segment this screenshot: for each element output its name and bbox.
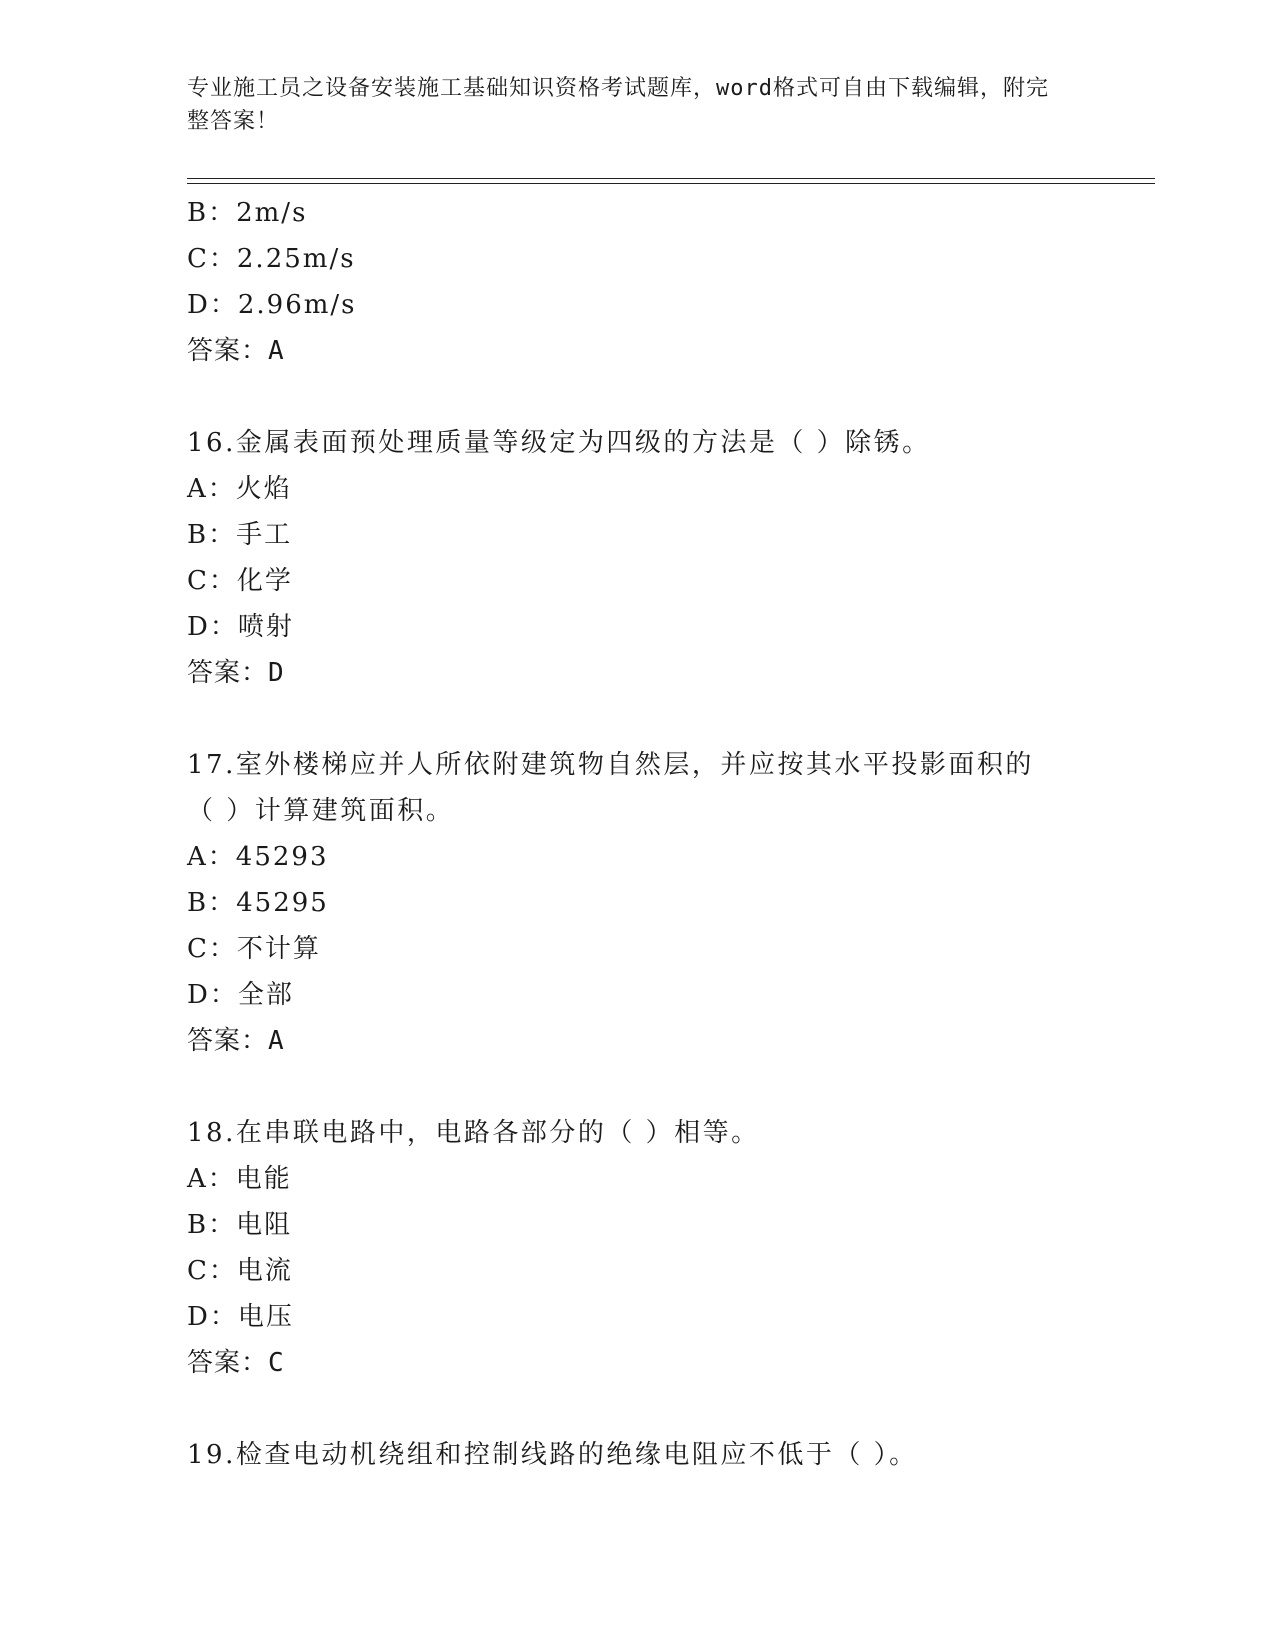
question-17 [187, 742, 1087, 1064]
option-d: D：电压 [187, 1302, 294, 1332]
option-d: D：喷射 [187, 612, 294, 642]
option-c: C：不计算 [187, 934, 321, 964]
option-d: D：全部 [187, 980, 294, 1010]
question-list [187, 190, 1087, 1478]
option-d: D：2.96m/s [187, 290, 357, 320]
option-a: A：电能 [187, 1164, 292, 1194]
question-stem: 17.室外楼梯应并人所依附建筑物自然层，并应按其水平投影面积的（ ）计算建筑面积。 [187, 750, 1034, 826]
option-c: C：电流 [187, 1256, 293, 1286]
spacer [187, 374, 1087, 420]
option-a: A：火焰 [187, 474, 292, 504]
header-divider-top [187, 178, 1155, 179]
spacer [187, 1386, 1087, 1432]
question-stem: 19.检查电动机绕组和控制线路的绝缘电阻应不低于（ ）。 [187, 1440, 918, 1470]
option-b: B：手工 [187, 520, 293, 550]
question-16 [187, 420, 1087, 696]
option-a: A：45293 [187, 842, 329, 872]
answer: 答案：A [187, 336, 285, 366]
option-b: B：电阻 [187, 1210, 293, 1240]
page-header: 专业施工员之设备安装施工基础知识资格考试题库，word格式可自由下载编辑，附完整答案！ [187, 76, 1049, 134]
question-19 [187, 1432, 1087, 1478]
question-18 [187, 1110, 1087, 1386]
spacer [187, 1064, 1087, 1110]
option-c: C：2.25m/s [187, 244, 356, 274]
question-stem: 18.在串联电路中，电路各部分的（ ）相等。 [187, 1118, 760, 1148]
question-stem: 16.金属表面预处理质量等级定为四级的方法是（ ）除锈。 [187, 428, 931, 458]
answer: 答案：A [187, 1026, 285, 1056]
option-c: C：化学 [187, 566, 293, 596]
answer: 答案：C [187, 1348, 285, 1378]
answer: 答案：D [187, 658, 285, 688]
spacer [187, 696, 1087, 742]
option-b: B：45295 [187, 888, 329, 918]
option-b: B：2m/s [187, 198, 308, 228]
header-divider-bottom [187, 183, 1155, 184]
prev-question [187, 190, 1087, 374]
